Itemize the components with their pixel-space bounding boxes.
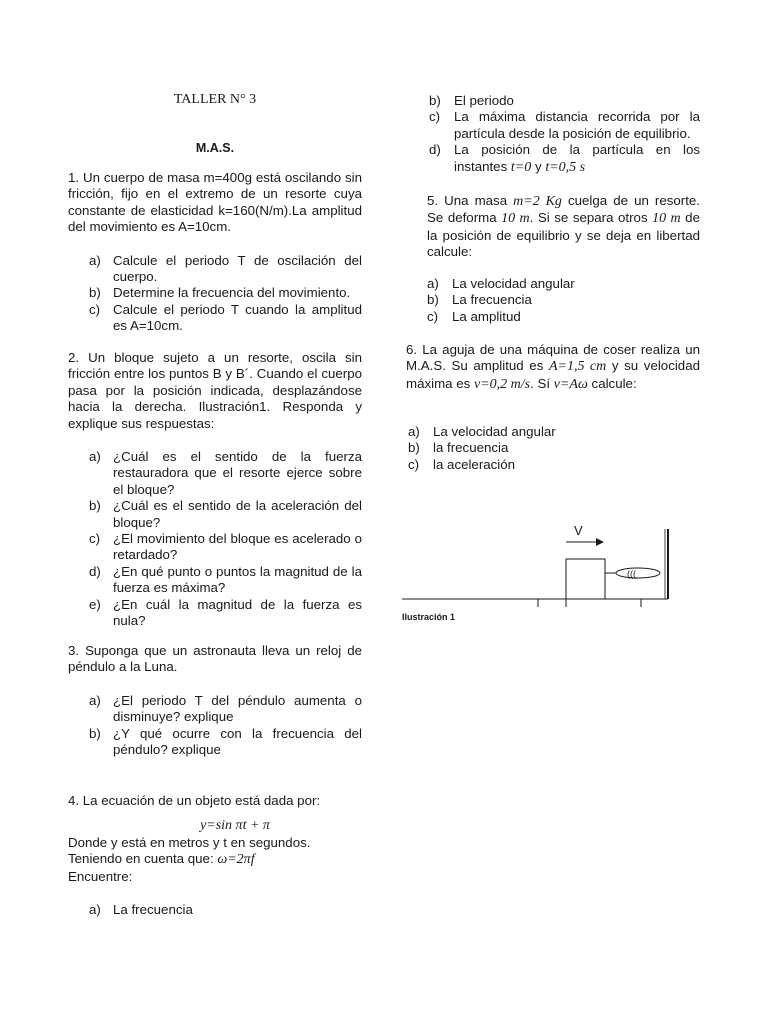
question-5 bbox=[427, 193, 700, 261]
list-item: c) Calcule el periodo T cuando la amplitud es A=10cm. bbox=[89, 301, 362, 334]
block-mass bbox=[566, 559, 605, 599]
list-item: a) ¿Cuál es el sentido de la fuerza restauradora que el resorte ejerce sobre el bloque? bbox=[89, 449, 362, 497]
question-2-items bbox=[68, 449, 362, 629]
list-item: a) La frecuencia bbox=[89, 902, 193, 918]
list-item: a) Calcule el periodo T de oscilación del cuerpo. bbox=[89, 252, 362, 285]
question-2-text: 2. Un bloque sujeto a un resorte, oscila sin fricción entre los puntos B y B´. Cuando el cuerpo pasa por la posición indicada, desplazándose hacia la derecha. Ilustración1. Responda y explique sus respuestas: bbox=[68, 350, 362, 431]
question-5-text: 5. Una masa m=2 Kg cuelga de un resorte. Se deforma 10 m. Si se separa otros 10 m de la posición de equilibrio y se deja en libertad calcule: bbox=[427, 193, 700, 260]
illustration-1 bbox=[396, 515, 686, 630]
list-item: b) El periodo bbox=[429, 93, 514, 108]
list-item: c) La amplitud bbox=[427, 308, 521, 324]
list-item: c) la aceleración bbox=[408, 456, 516, 472]
question-4-items bbox=[68, 902, 362, 918]
figure-caption: Ilustración 1 bbox=[402, 612, 456, 622]
velocity-label: V bbox=[574, 523, 583, 538]
question-5-items bbox=[404, 276, 700, 325]
question-3-items bbox=[68, 693, 362, 759]
question-6-items bbox=[385, 424, 679, 473]
spring-label: ((( bbox=[627, 569, 636, 579]
question-6-text: 6. La aguja de una máquina de coser realiza un M.A.S. Su amplitud es A=1,5 cm y su velocidad máxima es v=0,2 m/s. Sí v=Aω calcule: bbox=[406, 342, 700, 392]
question-4-line-1: Donde y está en metros y t en segundos. bbox=[68, 834, 311, 850]
question-4-continued bbox=[406, 93, 700, 176]
list-item: d) La posición de la partícula en los instantes t=0 y t=0,5 s bbox=[429, 142, 700, 175]
list-item: b) Determine la frecuencia del movimiento. bbox=[89, 285, 351, 301]
velocity-arrow bbox=[566, 538, 604, 546]
question-6-items-wrap bbox=[385, 424, 679, 473]
list-item: a) La velocidad angular bbox=[408, 424, 556, 439]
question-1-text: 1. Un cuerpo de masa m=400g está oscilando sin fricción, fijo en el extremo de un resorte cuya constante de elasticidad k=160(N/m).La amplitud del movimiento es A=10cm. bbox=[68, 170, 362, 235]
list-item: b) la frecuencia bbox=[408, 440, 509, 456]
list-item: d) ¿En qué punto o puntos la magnitud de la fuerza es máxima? bbox=[89, 563, 362, 596]
list-item: b) La frecuencia bbox=[427, 292, 532, 308]
page-subtitle: M.A.S. bbox=[195, 141, 235, 155]
question-4-line-3: Encuentre: bbox=[68, 868, 133, 884]
question-4-equation: y=sin πt + π bbox=[200, 818, 270, 834]
question-1 bbox=[68, 170, 362, 335]
question-6 bbox=[406, 342, 700, 393]
question-5-items-wrap bbox=[406, 276, 700, 325]
list-item: c) ¿El movimiento del bloque es acelerado o retardado? bbox=[89, 531, 362, 563]
question-4-continued-items bbox=[406, 93, 700, 176]
question-4-text: 4. La ecuación de un objeto está dada por: bbox=[68, 793, 321, 808]
question-4-line-2: Teniendo en cuenta que: ω=2πf bbox=[68, 851, 255, 868]
list-item: a) ¿El periodo T del péndulo aumenta o disminuye? explique bbox=[89, 692, 362, 725]
question-2 bbox=[68, 350, 362, 630]
list-item: b) ¿Cuál es el sentido de la aceleración del bloque? bbox=[89, 498, 362, 530]
list-item: b) ¿Y qué ocurre con la frecuencia del péndulo? explique bbox=[89, 725, 362, 758]
list-item: c) La máxima distancia recorrida por la partícula desde la posición de equilibrio. bbox=[429, 109, 700, 141]
page-title: TALLER N° 3 bbox=[173, 92, 257, 107]
question-3-text: 3. Suponga que un astronauta lleva un reloj de péndulo a la Luna. bbox=[68, 643, 362, 675]
omega-formula: ω=2πf bbox=[217, 852, 255, 868]
spring-coil bbox=[616, 568, 660, 578]
list-item: e) ¿En cuál la magnitud de la fuerza es nula? bbox=[89, 596, 362, 629]
question-3 bbox=[68, 643, 362, 758]
question-4 bbox=[68, 793, 362, 918]
question-1-items bbox=[68, 253, 362, 335]
list-item: a) La velocidad angular bbox=[427, 276, 575, 291]
